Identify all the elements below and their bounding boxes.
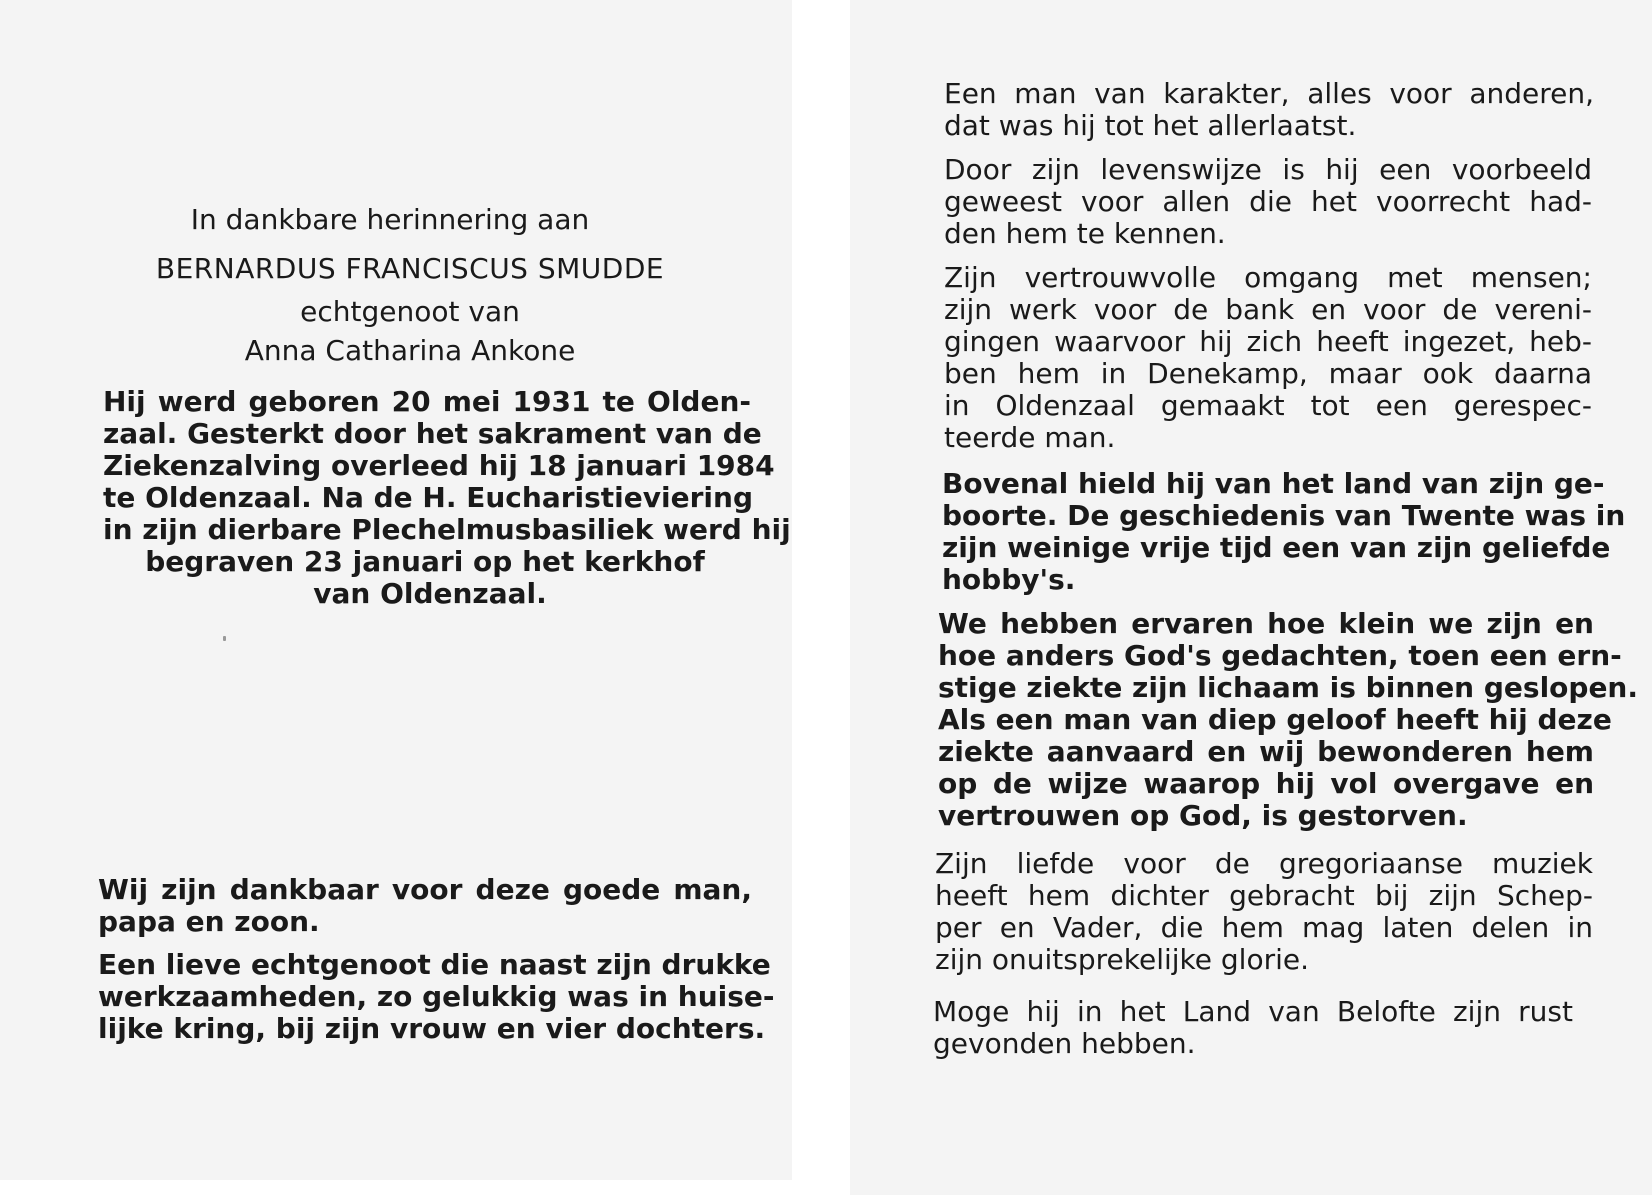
- text-line: den hem te kennen.: [944, 217, 1226, 250]
- text-line: Moge hij in het Land van Belofte zijn rust: [933, 995, 1573, 1028]
- text-line: zijn werk voor de bank en voor de vereni-: [944, 293, 1592, 326]
- biography-line: Ziekenzalving overleed hij 18 januari 1984: [103, 449, 775, 482]
- text-line: zijn onuitsprekelijke glorie.: [935, 943, 1309, 976]
- text-line: geweest voor allen die het voorrecht had-: [944, 185, 1592, 218]
- text-line: Zijn liefde voor de gregoriaanse muziek: [935, 847, 1593, 880]
- deceased-name: BERNARDUS FRANCISCUS SMUDDE: [155, 252, 665, 285]
- text-line: in Oldenzaal gemaakt tot een gerespec-: [944, 389, 1592, 422]
- text-line: Een man van karakter, alles voor anderen,: [944, 77, 1594, 110]
- text-line: Zijn vertrouwvolle omgang met mensen;: [944, 261, 1592, 294]
- text-line: Door zijn levenswijze is hij een voorbeeld: [944, 153, 1592, 186]
- biography-line: zaal. Gesterkt door het sakrament van de: [103, 417, 762, 450]
- spouse-paragraph-line: werkzaamheden, zo gelukkig was in huise-: [98, 980, 775, 1013]
- text-line: dat was hij tot het allerlaatst.: [944, 109, 1357, 142]
- text-line: heeft hem dichter gebracht bij zijn Schep-: [935, 879, 1593, 912]
- spouse-label: echtgenoot van: [300, 295, 520, 328]
- text-line: We hebben ervaren hoe klein we zijn en: [938, 607, 1594, 640]
- print-speck: [223, 636, 226, 641]
- biography-line: Hij werd geboren 20 mei 1931 te Olden-: [103, 385, 751, 418]
- spouse-paragraph-line: lijke kring, bij zijn vrouw en vier dochters.: [98, 1012, 766, 1045]
- biography-line: van Oldenzaal.: [313, 577, 547, 610]
- memorial-card-left-page: [0, 0, 792, 1180]
- text-line: per en Vader, die hem mag laten delen in: [935, 911, 1593, 944]
- text-line: gevonden hebben.: [933, 1027, 1196, 1060]
- text-line: ben hem in Denekamp, maar ook daarna: [944, 357, 1592, 390]
- text-line: Bovenal hield hij van het land van zijn ge-: [942, 467, 1605, 500]
- text-line: vertrouwen op God, is gestorven.: [938, 799, 1468, 832]
- text-line: zijn weinige vrije tijd een van zijn geliefde: [942, 531, 1611, 564]
- text-line: gingen waarvoor hij zich heeft ingezet, heb-: [944, 325, 1592, 358]
- spouse-paragraph-line: Een lieve echtgenoot die naast zijn drukke: [98, 948, 771, 981]
- spouse-name: Anna Catharina Ankone: [244, 334, 576, 367]
- text-line: Als een man van diep geloof heeft hij deze: [938, 703, 1612, 736]
- gratitude-line: Wij zijn dankbaar voor deze goede man,: [98, 873, 752, 906]
- text-line: op de wijze waarop hij vol overgave en: [938, 767, 1594, 800]
- biography-line: te Oldenzaal. Na de H. Eucharistieviering: [103, 481, 753, 514]
- biography-line: in zijn dierbare Plechelmusbasiliek werd hij: [103, 513, 791, 546]
- text-line: hobby's.: [942, 563, 1076, 596]
- text-line: boorte. De geschiedenis van Twente was in: [942, 499, 1626, 532]
- text-line: ziekte aanvaard en wij bewonderen hem: [938, 735, 1594, 768]
- text-line: stige ziekte zijn lichaam is binnen geslopen.: [938, 671, 1638, 704]
- text-line: teerde man.: [944, 421, 1116, 454]
- gratitude-line: papa en zoon.: [98, 905, 320, 938]
- memorial-card-right-page: [850, 0, 1652, 1195]
- biography-line: begraven 23 januari op het kerkhof: [145, 545, 705, 578]
- text-line: hoe anders God's gedachten, toen een ern-: [938, 639, 1622, 672]
- intro-line: In dankbare herinnering aan: [190, 203, 590, 236]
